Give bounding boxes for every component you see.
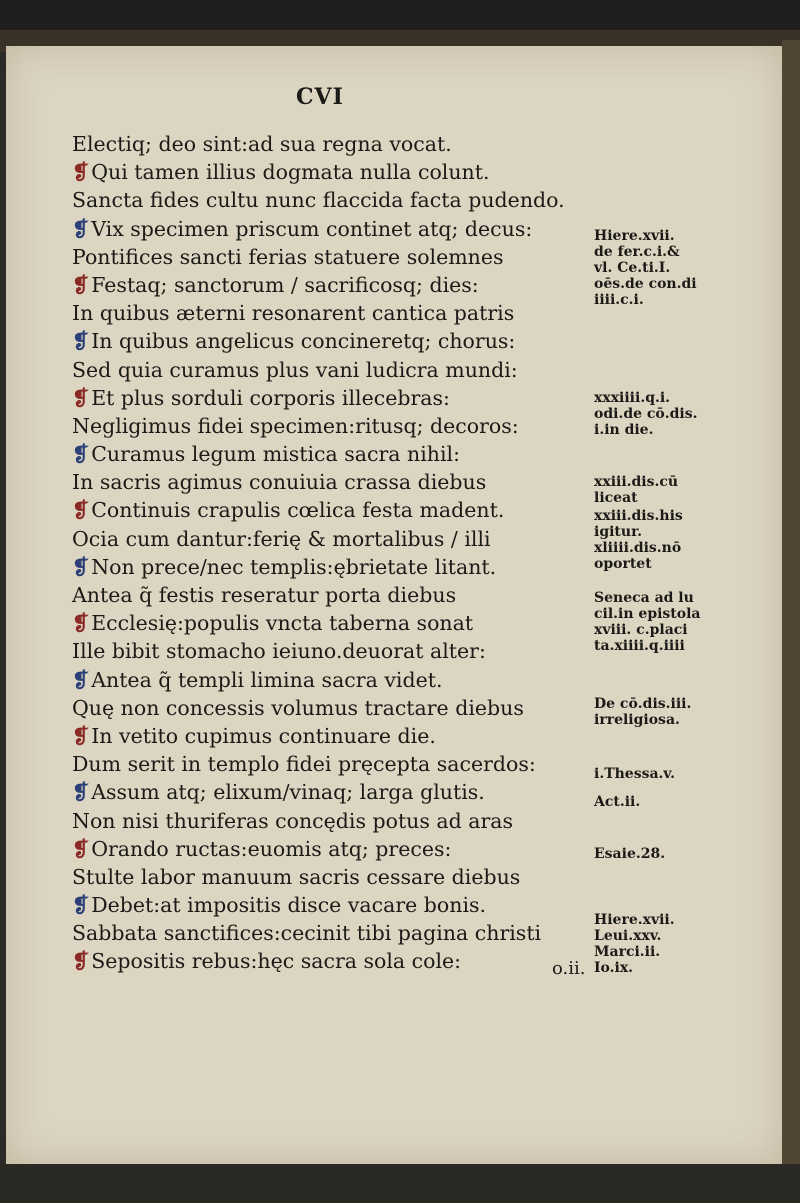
verse-line [72, 835, 572, 863]
verse-line [72, 863, 572, 891]
marginal-note: igitur. [594, 524, 643, 540]
paragraph-mark-icon: ❡ [72, 836, 90, 861]
verse-line-text: Non nisi thuriferas concędis potus ad aras [72, 808, 514, 833]
verse-line-text: In vetito cupimus continuare die. [91, 723, 436, 748]
verse-line-text: Festaq; sanctorum / sacrificosq; dies: [91, 272, 479, 297]
marginal-note: oportet [594, 556, 652, 572]
verse-line-text: Debet:at impositis disce vacare bonis. [91, 893, 487, 918]
verse-line-text: Vix specimen priscum continet atq; decus: [91, 216, 533, 241]
verse-line [72, 215, 572, 243]
verse-line-text: Quę non concessis volumus tractare diebus [72, 695, 524, 720]
marginal-note: xxxiiii.q.i. [594, 390, 671, 406]
verse-line-text: Sed quia curamus plus vani ludicra mundi: [72, 357, 518, 382]
verse-line [72, 807, 572, 835]
verse-line [72, 299, 572, 327]
verse-line-text: Orando ructas:euomis atq; preces: [91, 836, 452, 861]
paragraph-mark-icon: ❡ [72, 442, 90, 467]
verse-line [72, 496, 572, 524]
signature-mark: o.ii. [552, 958, 586, 979]
verse-line-text: Pontifices sancti ferias statuere solemnes [72, 244, 504, 269]
verse-line-text: Non prece/nec templis:ębrietate litant. [91, 554, 497, 579]
verse-text [72, 130, 572, 976]
verse-line [72, 384, 572, 412]
marginal-note: Hiere.xvii. [594, 912, 675, 928]
verse-line-text: Qui tamen illius dogmata nulla colunt. [91, 160, 490, 185]
verse-line-text: Electiq; deo sint:ad sua regna vocat. [72, 132, 452, 156]
verse-line [72, 243, 572, 271]
paragraph-mark-icon: ❡ [72, 893, 90, 918]
marginal-note: Seneca ad lu [594, 590, 694, 606]
marginal-note: Marci.ii. [594, 944, 661, 960]
verse-line-text: Continuis crapulis cœlica festa madent. [91, 498, 505, 523]
marginal-note: Io.ix. [594, 960, 634, 976]
verse-line [72, 186, 572, 214]
marginal-note: Act.ii. [594, 794, 641, 810]
marginal-note: iiii.c.i. [594, 292, 644, 308]
folio-number: CVI [296, 84, 344, 110]
page-edge [782, 40, 800, 1170]
marginal-note: de fer.c.i.& [594, 244, 680, 260]
paragraph-mark-icon: ❡ [72, 780, 90, 805]
marginal-note: Hiere.xvii. [594, 228, 675, 244]
verse-line [72, 327, 572, 355]
verse-line-text: Dum serit in templo fidei pręcepta sacerdos: [72, 752, 536, 777]
paragraph-mark-icon: ❡ [72, 554, 90, 579]
marginal-note: vl. Ce.ti.I. [594, 260, 671, 276]
marginal-note: irreligiosa. [594, 712, 680, 728]
verse-line [72, 130, 572, 158]
verse-line [72, 750, 572, 778]
verse-line [72, 412, 572, 440]
verse-line-text: Sancta fides cultu nunc flaccida facta pudendo. [72, 188, 565, 213]
paragraph-mark-icon: ❡ [72, 611, 90, 636]
paragraph-mark-icon: ❡ [72, 949, 90, 974]
verse-line-text: Assum atq; elixum/vinaq; larga glutis. [91, 780, 485, 805]
paragraph-mark-icon: ❡ [72, 160, 90, 185]
verse-line [72, 722, 572, 750]
verse-line [72, 525, 572, 553]
verse-line [72, 947, 572, 975]
marginal-note: xviii. c.placi [594, 622, 688, 638]
marginal-note: xliiii.dis.nō [594, 540, 682, 556]
verse-line [72, 694, 572, 722]
marginal-note: oēs.de con.di [594, 276, 697, 292]
verse-line-text: Negligimus fidei specimen:ritusq; decoros: [72, 413, 519, 438]
marginal-note: xxiii.dis.cū [594, 474, 679, 490]
verse-line [72, 581, 572, 609]
verse-line-text: Ocia cum dantur:ferię & mortalibus / illi [72, 526, 491, 551]
verse-line-text: In quibus angelicus concineretq; chorus: [91, 329, 516, 354]
verse-line-text: Ecclesię:populis vncta taberna sonat [91, 611, 474, 636]
verse-line [72, 468, 572, 496]
paragraph-mark-icon: ❡ [72, 385, 90, 410]
verse-line-text: Sepositis rebus:hęc sacra sola cole: [91, 949, 462, 974]
marginal-note: cil.in epistola [594, 606, 701, 622]
verse-line-text: Sabbata sanctifices:cecinit tibi pagina christi [72, 921, 542, 946]
paragraph-mark-icon: ❡ [72, 329, 90, 354]
paragraph-mark-icon: ❡ [72, 216, 90, 241]
verse-line [72, 666, 572, 694]
verse-line-text: Ille bibit stomacho ieiuno.deuorat alter: [72, 639, 486, 664]
background-bottom [0, 1164, 800, 1203]
marginal-note: ta.xiiii.q.iiii [594, 638, 685, 654]
verse-line [72, 553, 572, 581]
paragraph-mark-icon: ❡ [72, 272, 90, 297]
verse-line [72, 609, 572, 637]
marginal-note: Leui.xxv. [594, 928, 662, 944]
verse-line-text: In sacris agimus conuiuia crassa diebus [72, 470, 487, 495]
marginal-note: De cō.dis.iii. [594, 696, 692, 712]
verse-line-text: Stulte labor manuum sacris cessare diebus [72, 864, 521, 889]
verse-line [72, 158, 572, 186]
marginal-note: liceat [594, 490, 638, 506]
marginal-note: xxiii.dis.his [594, 508, 683, 524]
verse-line [72, 440, 572, 468]
verse-line-text: Curamus legum mistica sacra nihil: [91, 442, 461, 467]
verse-line [72, 778, 572, 806]
verse-line-text: Et plus sorduli corporis illecebras: [91, 385, 450, 410]
verse-line [72, 637, 572, 665]
marginal-note: Esaie.28. [594, 846, 666, 862]
paragraph-mark-icon: ❡ [72, 498, 90, 523]
marginal-note: i.Thessa.v. [594, 766, 676, 782]
verse-line [72, 356, 572, 384]
verse-line-text: Antea q̃ templi limina sacra videt. [91, 667, 443, 692]
marginal-note: i.in die. [594, 422, 654, 438]
marginal-note: odi.de cō.dis. [594, 406, 698, 422]
verse-line [72, 919, 572, 947]
verse-line-text: In quibus æterni resonarent cantica patris [72, 301, 515, 326]
verse-line-text: Antea q̃ festis reseratur porta diebus [72, 583, 457, 607]
verse-line [72, 271, 572, 299]
verse-line [72, 891, 572, 919]
paragraph-mark-icon: ❡ [72, 667, 90, 692]
paragraph-mark-icon: ❡ [72, 723, 90, 748]
